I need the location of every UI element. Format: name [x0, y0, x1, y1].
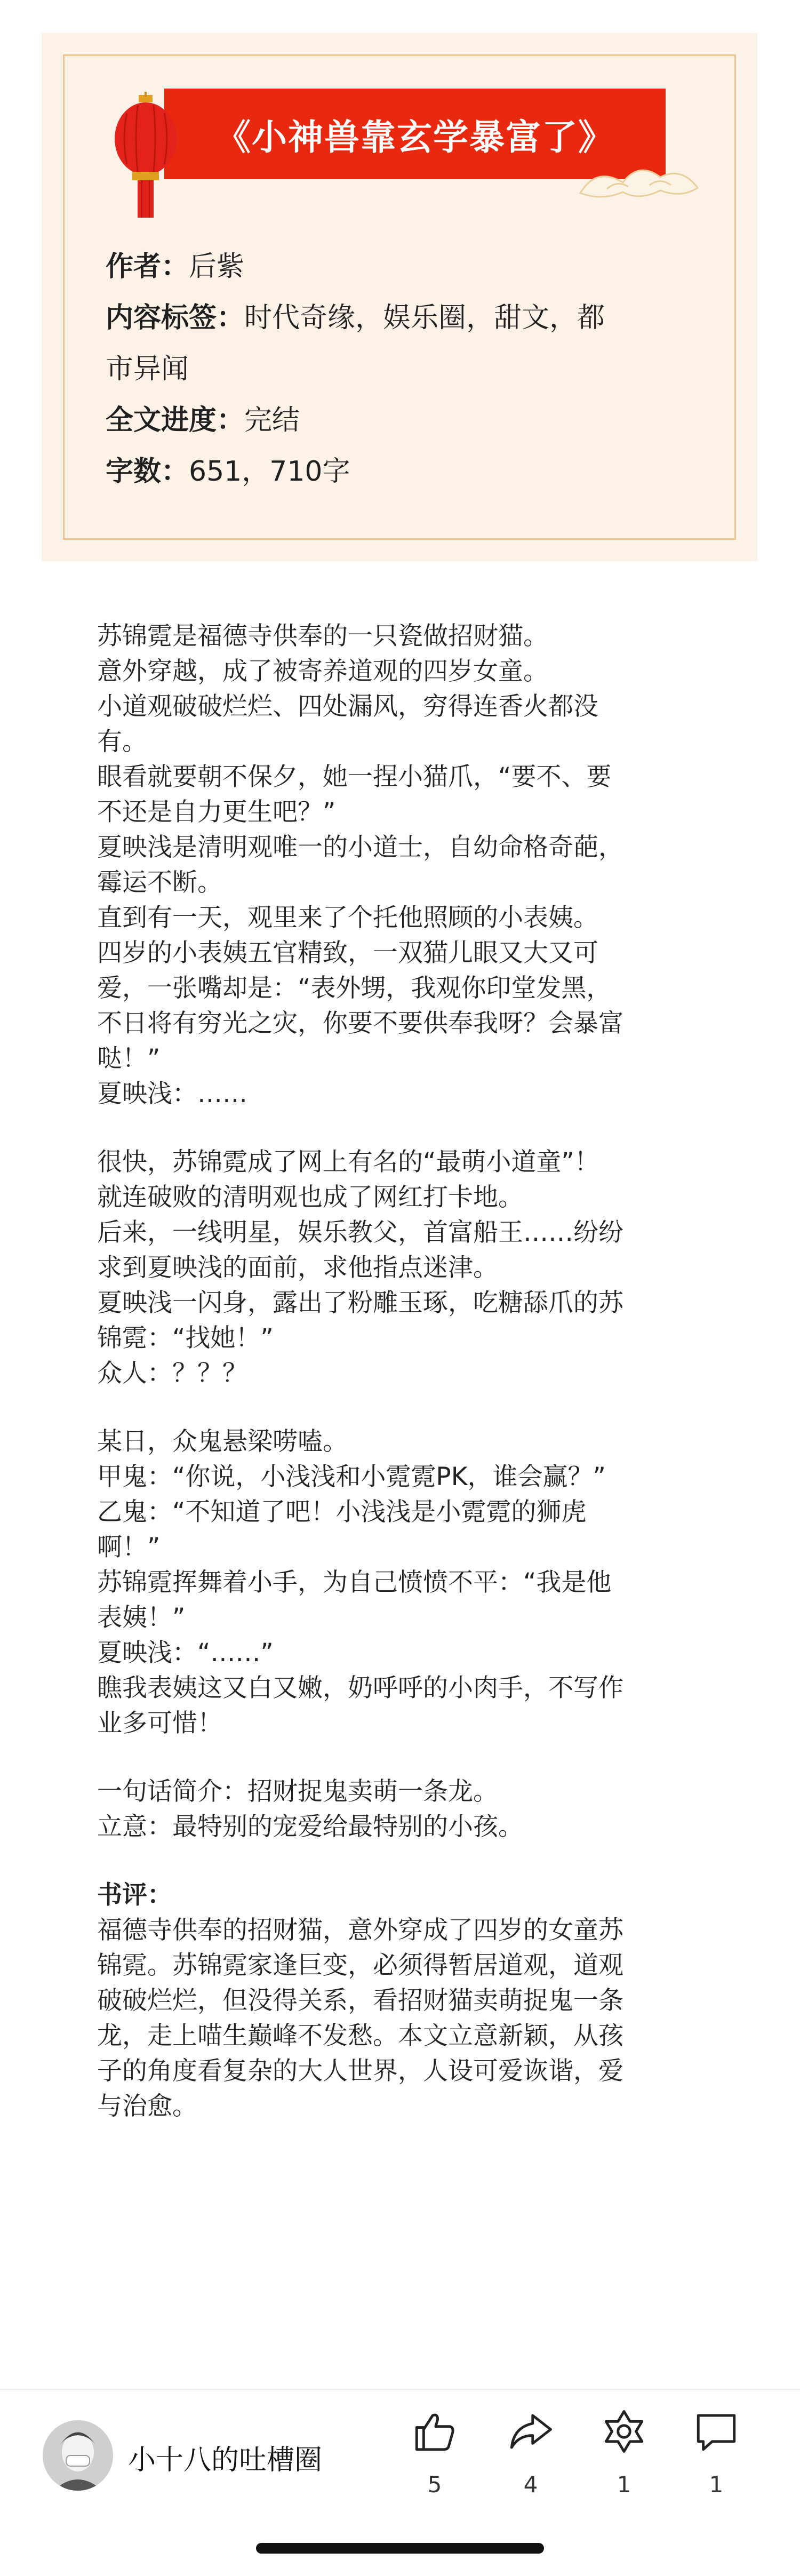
text-line: 业多可惜！: [97, 1709, 222, 1738]
progress-value: 完结: [244, 404, 300, 436]
text-line: 与治愈。: [97, 2092, 197, 2121]
text-line: 夏映浅：……: [97, 1079, 247, 1108]
paragraph-gap: [97, 1741, 710, 1774]
hexagram-forward-icon: [600, 2407, 648, 2455]
cloud-ornament-icon: [575, 156, 703, 204]
text-line: 甲鬼：“你说，小浅浅和小霓霓PK，谁会赢？”: [97, 1462, 606, 1492]
text-line: 苏锦霓挥舞着小手，为自己愤愤不平：“我是他: [97, 1568, 612, 1597]
text-line: 后来，一线明星，娱乐教父，首富船王……纷纷: [97, 1218, 623, 1247]
author-avatar[interactable]: [43, 2420, 113, 2491]
text-line: 哒！”: [97, 1044, 161, 1073]
share-button[interactable]: [499, 2407, 563, 2498]
text-line: 福德寺供奉的招财猫，意外穿成了四岁的女童苏: [97, 1916, 623, 1945]
text-line: 立意：最特别的宠爱给最特别的小孩。: [97, 1812, 523, 1841]
summary-paragraph: [97, 1774, 710, 1845]
text-line: 乙鬼：“不知道了吧！小浅浅是小霓霓的狮虎: [97, 1497, 587, 1527]
text-line: 爱，一张嘴却是：“表外甥，我观你印堂发黑，: [97, 974, 612, 1003]
tags-value: 时代奇缘，娱乐圈，甜文，都: [244, 302, 605, 334]
text-line: 破破烂烂，但没得关系，看招财猫卖萌捉鬼一条: [97, 1986, 623, 2015]
home-indicator[interactable]: [256, 2543, 544, 2554]
wordcount-value: 651，710字: [189, 456, 350, 488]
book-title: 《小神兽靠玄学暴富了》: [215, 116, 614, 158]
share-arrow-icon: [507, 2407, 555, 2455]
book-info-list: [106, 241, 703, 497]
text-line: 锦霓：“找她！”: [97, 1323, 274, 1353]
like-button[interactable]: [403, 2407, 467, 2498]
text-line: 夏映浅是清明观唯一的小道士，自幼命格奇葩，: [97, 833, 623, 862]
book-info-card: [42, 33, 757, 561]
comment-button[interactable]: [684, 2407, 748, 2498]
paragraph-gap: [97, 1845, 710, 1878]
text-line: 某日，众鬼悬梁唠嗑。: [97, 1427, 348, 1456]
text-line: 四岁的小表姨五官精致，一双猫儿眼又大又可: [97, 938, 598, 968]
wordcount-label: 字数：: [106, 456, 189, 488]
share-count: 4: [523, 2471, 538, 2498]
forward-button[interactable]: [592, 2407, 656, 2498]
forward-count: 1: [617, 2471, 631, 2498]
progress-label: 全文进度：: [106, 404, 245, 436]
text-line: 苏锦霓是福德寺供奉的一只瓷做招财猫。: [97, 621, 548, 651]
author-name[interactable]: 小十八的吐槽圈: [128, 2444, 323, 2476]
text-line: 龙，走上喵生巅峰不发愁。本文立意新颖，从孩: [97, 2021, 623, 2051]
text-line: 不还是自力更生吧？”: [97, 797, 336, 827]
text-line: 很快，苏锦霓成了网上有名的“最萌小道童”！: [97, 1147, 599, 1177]
text-line: 夏映浅：“……”: [97, 1638, 274, 1668]
text-line: 一句话简介：招财捉鬼卖萌一条龙。: [97, 1777, 498, 1806]
progress-row: [106, 395, 703, 446]
synopsis-paragraph-1: [97, 619, 710, 1112]
text-line: 子的角度看复杂的大人世界，人设可爱诙谐，爱: [97, 2056, 623, 2086]
wordcount-row: [106, 446, 703, 497]
text-line: 啊！”: [97, 1533, 161, 1562]
author-value: 后紫: [189, 251, 245, 283]
article-body: [97, 619, 710, 2124]
text-line: 小道观破破烂烂、四处漏风，穷得连香火都没: [97, 692, 598, 721]
lantern-icon: [111, 92, 180, 220]
tags-row: [106, 292, 703, 344]
bottom-action-bar: [0, 2390, 800, 2576]
text-line: 直到有一天，观里来了个托他照顾的小表姨。: [97, 903, 598, 932]
text-line: 夏映浅一闪身，露出了粉雕玉琢，吃糖舔爪的苏: [97, 1288, 623, 1318]
text-line: 瞧我表姨这又白又嫩，奶呼呼的小肉手，不写作: [97, 1673, 623, 1703]
author-label: 作者：: [106, 251, 189, 283]
text-line: 锦霓。苏锦霓家逢巨变，必须得暂居道观，道观: [97, 1951, 623, 1980]
text-line: 霉运不断。: [97, 868, 222, 897]
comment-bubble-icon: [692, 2407, 740, 2455]
paragraph-gap: [97, 1112, 710, 1145]
text-line: 就连破败的清明观也成了网红打卡地。: [97, 1183, 523, 1212]
like-count: 5: [427, 2471, 442, 2498]
thumbs-up-icon: [411, 2407, 459, 2455]
paragraph-gap: [97, 1391, 710, 1424]
synopsis-paragraph-3: [97, 1424, 710, 1741]
tags-value-continued: 市异闻: [106, 353, 189, 385]
review-paragraph: [97, 1878, 710, 2124]
avatar-portrait-icon: [43, 2420, 113, 2491]
comment-count: 1: [709, 2471, 724, 2498]
text-line: 意外穿越，成了被寄养道观的四岁女童。: [97, 657, 548, 686]
text-line: 求到夏映浅的面前，求他指点迷津。: [97, 1253, 498, 1282]
text-line: 眼看就要朝不保夕，她一捏小猫爪，“要不、要: [97, 762, 612, 792]
tags-label: 内容标签：: [106, 302, 245, 334]
text-line: 众人：？？？: [97, 1359, 247, 1388]
tags-row-continued: [106, 344, 703, 395]
text-line: 表姨！”: [97, 1603, 186, 1632]
synopsis-paragraph-2: [97, 1145, 710, 1391]
text-line: 有。: [97, 727, 147, 756]
review-heading: 书评：: [97, 1880, 172, 1910]
author-row: [106, 241, 703, 292]
text-line: 不日将有穷光之灾，你要不要供奉我呀？会暴富: [97, 1009, 623, 1038]
